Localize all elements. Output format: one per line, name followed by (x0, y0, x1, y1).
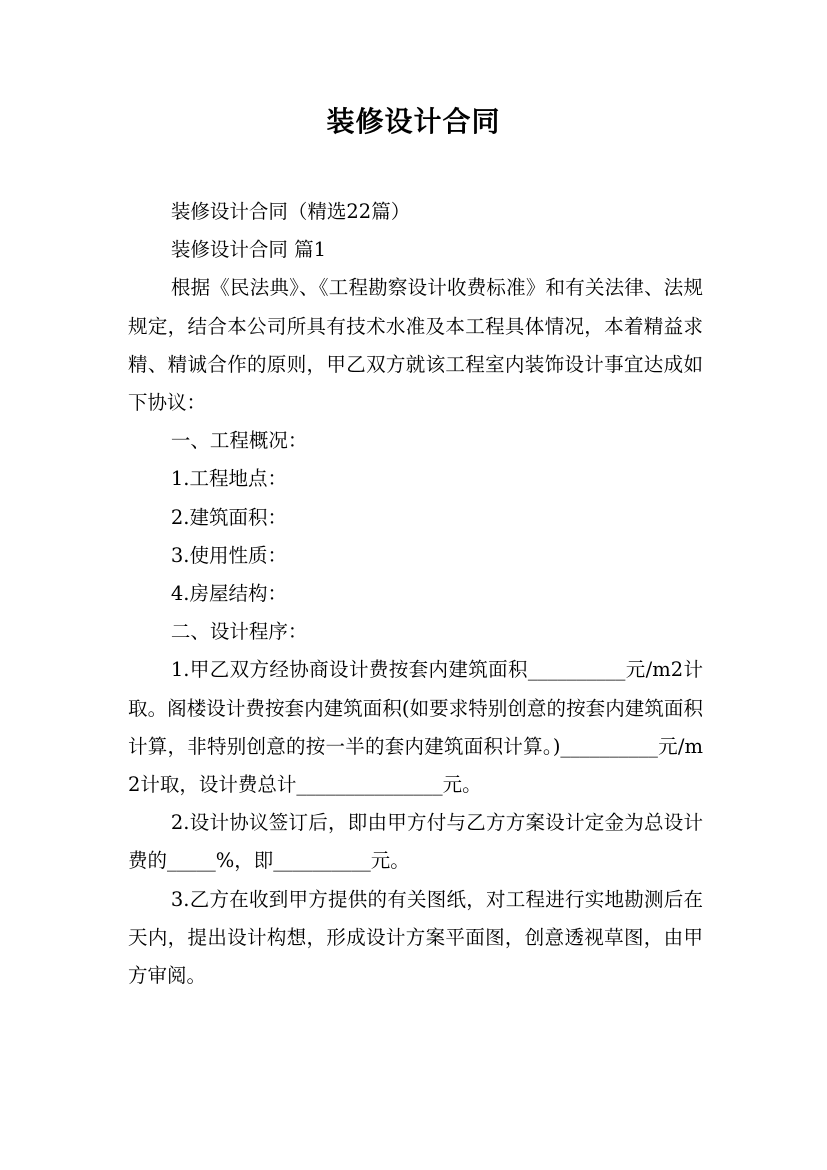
clause-heading-process: 二、设计程序： (170, 620, 308, 644)
document-title: 装修设计合同 (326, 105, 501, 138)
clause-item-structure: 4.房屋结构： (170, 582, 287, 606)
clause-item-usage: 3.使用性质： (170, 543, 287, 567)
clause-heading-overview: 一、工程概况： (170, 429, 308, 453)
document-body (128, 193, 703, 995)
doc-subtitle: 装修设计合同（精选22篇） (170, 200, 411, 223)
section-heading: 装修设计合同 篇1 (170, 238, 326, 262)
clause-item-survey: 3.乙方在收到甲方提供的有关图纸，对工程进行实地勘测后在天内，提出设计构想，形成设计方案平面图，创意透视草图，由甲方审阅。 (128, 887, 703, 988)
clause-item-fee: 1.甲乙双方经协商设计费按套内建筑面积__________元/m2计取。阁楼设计费按套内建筑面积(如要求特别创意的按套内建筑面积计算，非特别创意的按一半的套内建筑面积计算。)__________元/m2计取，设计费总计_______________元。 (128, 658, 703, 797)
clause-item-deposit: 2.设计协议签订后，即由甲方付与乙方方案设计定金为总设计费的_____%，即__________元。 (128, 811, 703, 873)
clause-item-location: 1.工程地点： (170, 467, 287, 491)
clause-item-area: 2.建筑面积： (170, 505, 287, 529)
paragraph-intro: 根据《民法典》、《工程勘察设计收费标准》和有关法律、法规规定，结合本公司所具有技术水准及本工程具体情况，本着精益求精、精诚合作的原则，甲乙双方就该工程室内装饰设计事宜达成如下协议： (128, 276, 703, 415)
